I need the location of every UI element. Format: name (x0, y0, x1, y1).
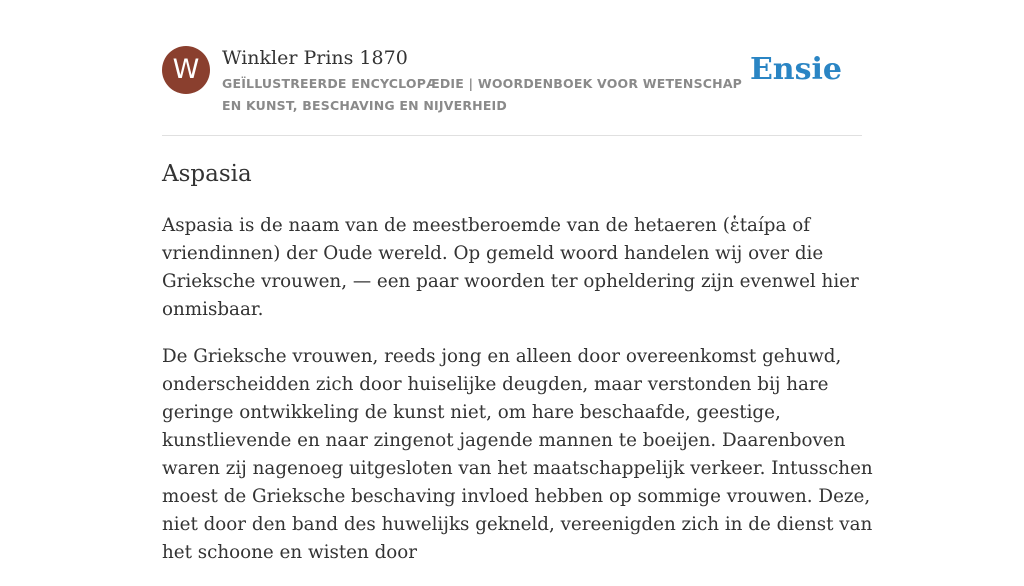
book-subtitle: GEÏLLUSTREERDE ENCYCLOPÆDIE | WOORDENBOEK VOOR WETENSCHAP EN KUNST, BESCHAVING EN NIJVERHEID (222, 76, 743, 113)
ensie-logo-link[interactable]: Ensie (749, 52, 842, 87)
article-title: Aspasia (162, 161, 252, 187)
book-avatar[interactable]: W (162, 46, 210, 94)
article-body (162, 212, 874, 586)
article-paragraph: Aspasia is de naam van de meestberoemde van de hetaeren (ἑtaípa of vriendinnen) der Oude wereld. Op gemeld woord handelen wij over die Grieksche vrouwen, — een paar woorden ter opheldering zijn evenwel hier onmisbaar. (162, 215, 859, 320)
article-paragraph: De Grieksche vrouwen, reeds jong en alleen door overeenkomst gehuwd, onderscheidden zich door huiselijke deugden, maar verstonden bij hare geringe ontwikkeling de kunst niet, om hare beschaafde, geestige, kunstlievende en naar zingenot jagende mannen te boeijen. Daarenboven waren zij nagenoeg uitgesloten van het maatschappelijk verkeer. Intusschen moest de Grieksche beschaving invloed hebben op sommige vrouwen. Deze, niet door den band des huwelijks gekneld, vereenigden zich in de dienst van het schoone en wisten door (162, 346, 873, 563)
book-title[interactable]: Winkler Prins 1870 (222, 47, 408, 69)
header-divider (162, 135, 862, 136)
header (162, 46, 862, 116)
